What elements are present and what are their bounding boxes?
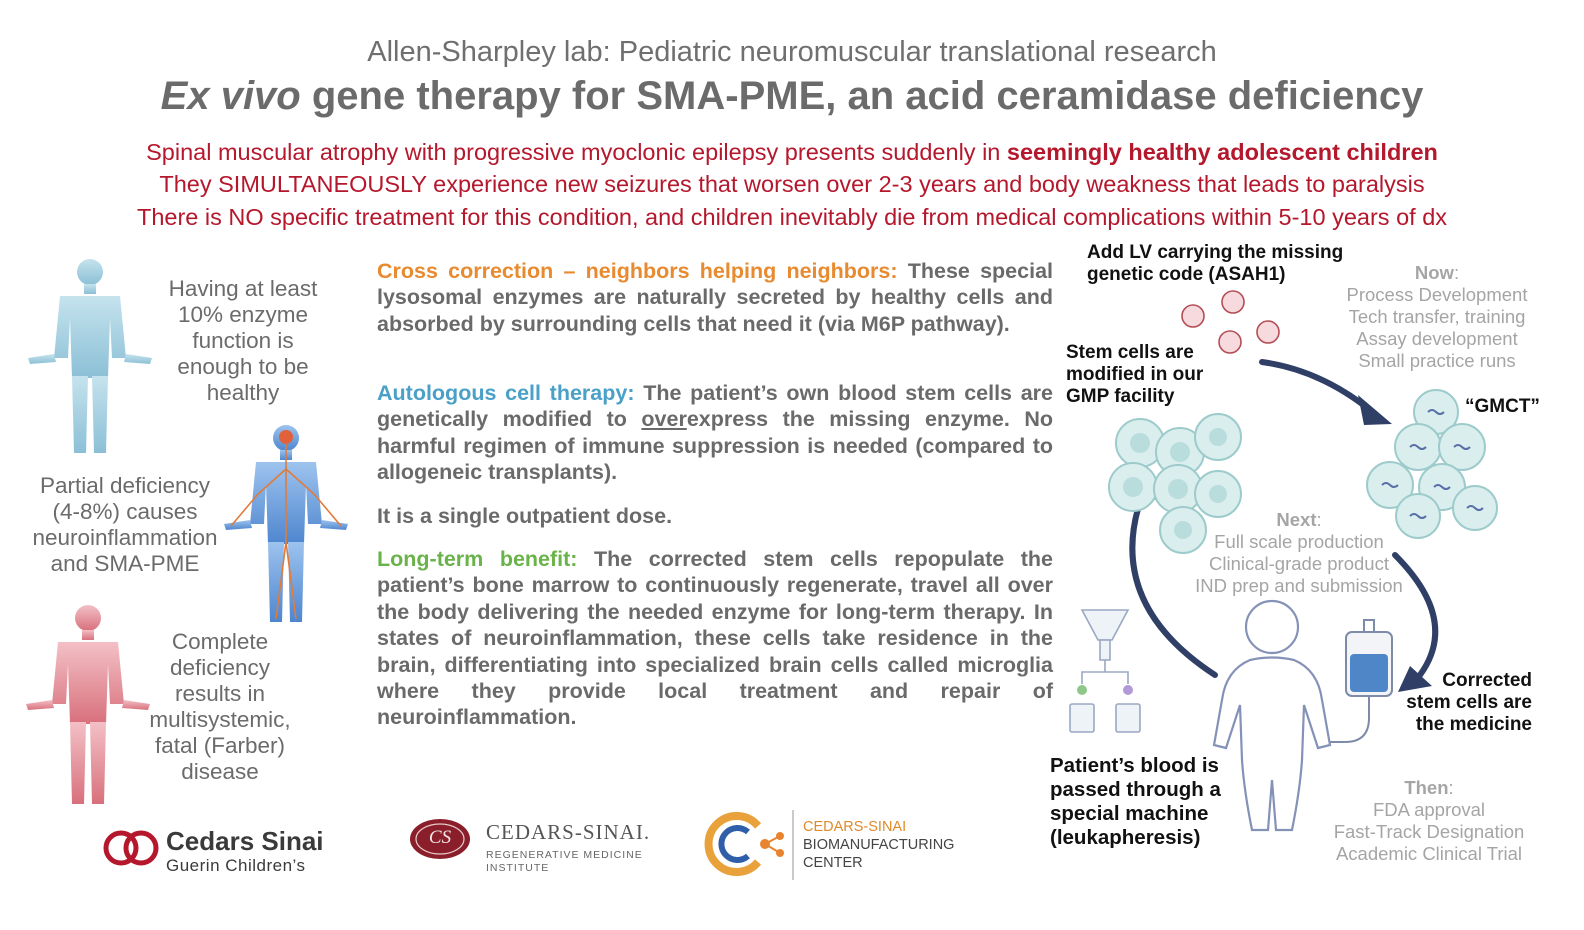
regen-monogram: CS (428, 827, 452, 848)
biomfg-line: BIOMANUFACTURING (803, 837, 955, 853)
now-heading: Now (1414, 262, 1454, 283)
corrected-line: Corrected (1442, 670, 1532, 691)
stem-modified-label (1066, 342, 1203, 408)
healthy-body-icon (28, 259, 152, 453)
patient-blood-line: (leukapheresis) (1050, 826, 1201, 849)
stem-modified-line: Stem cells are (1066, 342, 1194, 363)
lab-title: Allen-Sharpley lab: Pediatric neuromuscular translational research (367, 36, 1217, 68)
partial-line: Partial deficiency (39, 473, 211, 498)
now-item: Tech transfer, training (1348, 306, 1526, 327)
biomfg-line: CENTER (803, 855, 863, 871)
biomanufacturing-logo-icon (709, 810, 793, 880)
complete-line: deficiency (169, 655, 271, 680)
partial-line: and SMA-PME (50, 551, 200, 576)
complete-line: Complete (171, 629, 269, 654)
patient-blood-line: Patient’s blood is (1050, 754, 1219, 777)
healthy-text (150, 276, 336, 406)
single-dose-text: It is a single outpatient dose. (377, 504, 673, 528)
corrected-line: the medicine (1415, 714, 1532, 735)
child-patient-icon (1214, 601, 1330, 830)
next-heading: Next (1276, 509, 1317, 530)
corrected-label (1400, 670, 1532, 736)
patient-blood-line: special machine (1050, 802, 1209, 825)
autologous-text-2: express the missing enzyme. No harmful regimen of immune suppression is needed (compared to allogeneic transplants). (377, 407, 1053, 485)
then-item: Fast-Track Designation (1333, 821, 1525, 842)
cross-correction-paragraph (377, 258, 1053, 337)
next-stage: Next: Full scale production Clinical-grade product IND prep and submission (1184, 509, 1414, 597)
complete-line: multisystemic, (149, 707, 291, 732)
regen-sub-1: REGENERATIVE MEDICINE (486, 849, 643, 861)
complete-line: results in (174, 681, 266, 706)
stem-modified-line: GMP facility (1066, 386, 1175, 407)
iv-bag-icon (1330, 620, 1392, 742)
complete-deficiency-body-icon (26, 605, 150, 804)
add-lv-label (1087, 242, 1343, 286)
partial-deficiency-text (20, 473, 230, 577)
healthy-line: 10% enzyme (177, 302, 309, 327)
then-stage: Then: FDA approval Fast-Track Designation Academic Clinical Trial (1326, 777, 1532, 865)
partial-line: neuroinflammation (32, 525, 218, 550)
intro-line-1-bold: seemingly healthy adolescent children (1006, 139, 1438, 165)
autologous-heading: Autologous cell therapy: (377, 381, 635, 405)
next-item: IND prep and submission (1195, 575, 1403, 596)
complete-deficiency-text (140, 629, 300, 785)
autologous-paragraph (377, 380, 1053, 486)
corrected-line: stem cells are (1406, 692, 1532, 713)
autologous-underline: over (641, 407, 687, 432)
healthy-line: Having at least (168, 276, 318, 301)
add-lv-line: genetic code (ASAH1) (1087, 264, 1286, 285)
now-item: Assay development (1356, 328, 1518, 349)
complete-line: disease (181, 759, 259, 784)
healthy-line: enough to be (177, 354, 309, 379)
gmct-label: “GMCT” (1465, 396, 1540, 417)
now-stage: Now: Process Development Tech transfer, training Assay development Small practice runs (1336, 262, 1538, 372)
leukapheresis-machine-icon (1070, 610, 1140, 732)
stem-modified-line: modified in our (1066, 364, 1204, 385)
long-term-text: The corrected stem cells repopulate the patient’s bone marrow to continuously regenerate, travel all over the body delivering the needed enzyme for long-term therapy. In states of neuroinflammation, these cells take residence in the brain, differentiating into specialized brain cells called microglia where they provide local treatment and repair of neuroinflammation. (377, 547, 1053, 730)
cell-dot-purple (1123, 685, 1133, 695)
patient-blood-label (1050, 754, 1221, 850)
regen-sub-2: INSTITUTE (486, 862, 550, 874)
cross-correction-heading: Cross correction – neighbors helping neighbors: (377, 259, 898, 283)
patient-blood-line: passed through a (1050, 778, 1221, 801)
cs-guerin-name: Cedars Sinai (166, 826, 324, 856)
arrow-head-top (1358, 395, 1392, 425)
partial-line: (4-8%) causes (52, 499, 198, 524)
healthy-line: function is (192, 328, 294, 353)
healthy-line: healthy (206, 380, 280, 405)
autologous-text-1: The patient’s own blood stem cells are genetically modified to (377, 381, 1053, 432)
biomfg-name (803, 818, 954, 872)
intro-line-3: There is NO specific treatment for this condition, and children inevitably die from medical complications within 5-10 years of dx (136, 204, 1448, 230)
then-heading: Then (1404, 777, 1449, 798)
regen-name: CEDARS-SINAI. (486, 820, 651, 844)
cell-dot-green (1077, 685, 1087, 695)
then-item: Academic Clinical Trial (1335, 843, 1523, 864)
then-item: FDA approval (1372, 799, 1486, 820)
intro-line-2: They SIMULTANEOUSLY experience new seizures that worsen over 2-3 years and body weakness that leads to paralysis (159, 171, 1425, 197)
biomfg-line: CEDARS-SINAI (803, 819, 907, 835)
main-title-italic: Ex vivo (160, 74, 301, 118)
now-item: Small practice runs (1358, 350, 1516, 371)
intro-line-1-plain: Spinal muscular atrophy with progressive myoclonic epilepsy presents suddenly in (146, 139, 1007, 165)
next-item: Full scale production (1214, 531, 1384, 552)
cross-correction-text: These special lysosomal enzymes are naturally secreted by healthy cells and absorbed by surrounding cells that need it (via M6P pathway). (377, 259, 1053, 336)
long-term-heading: Long-term benefit: (377, 547, 578, 571)
now-item: Process Development (1346, 284, 1528, 305)
main-title-rest: gene therapy for SMA-PME, an acid ceramidase deficiency (300, 74, 1424, 118)
complete-line: fatal (Farber) (154, 733, 286, 758)
add-lv-line: Add LV carrying the missing (1087, 242, 1344, 263)
cedars-sinai-logo-icon (106, 833, 156, 863)
long-term-paragraph (377, 546, 1053, 731)
next-item: Clinical-grade product (1209, 553, 1389, 574)
cs-guerin-sub: Guerin Children’s (166, 856, 306, 875)
